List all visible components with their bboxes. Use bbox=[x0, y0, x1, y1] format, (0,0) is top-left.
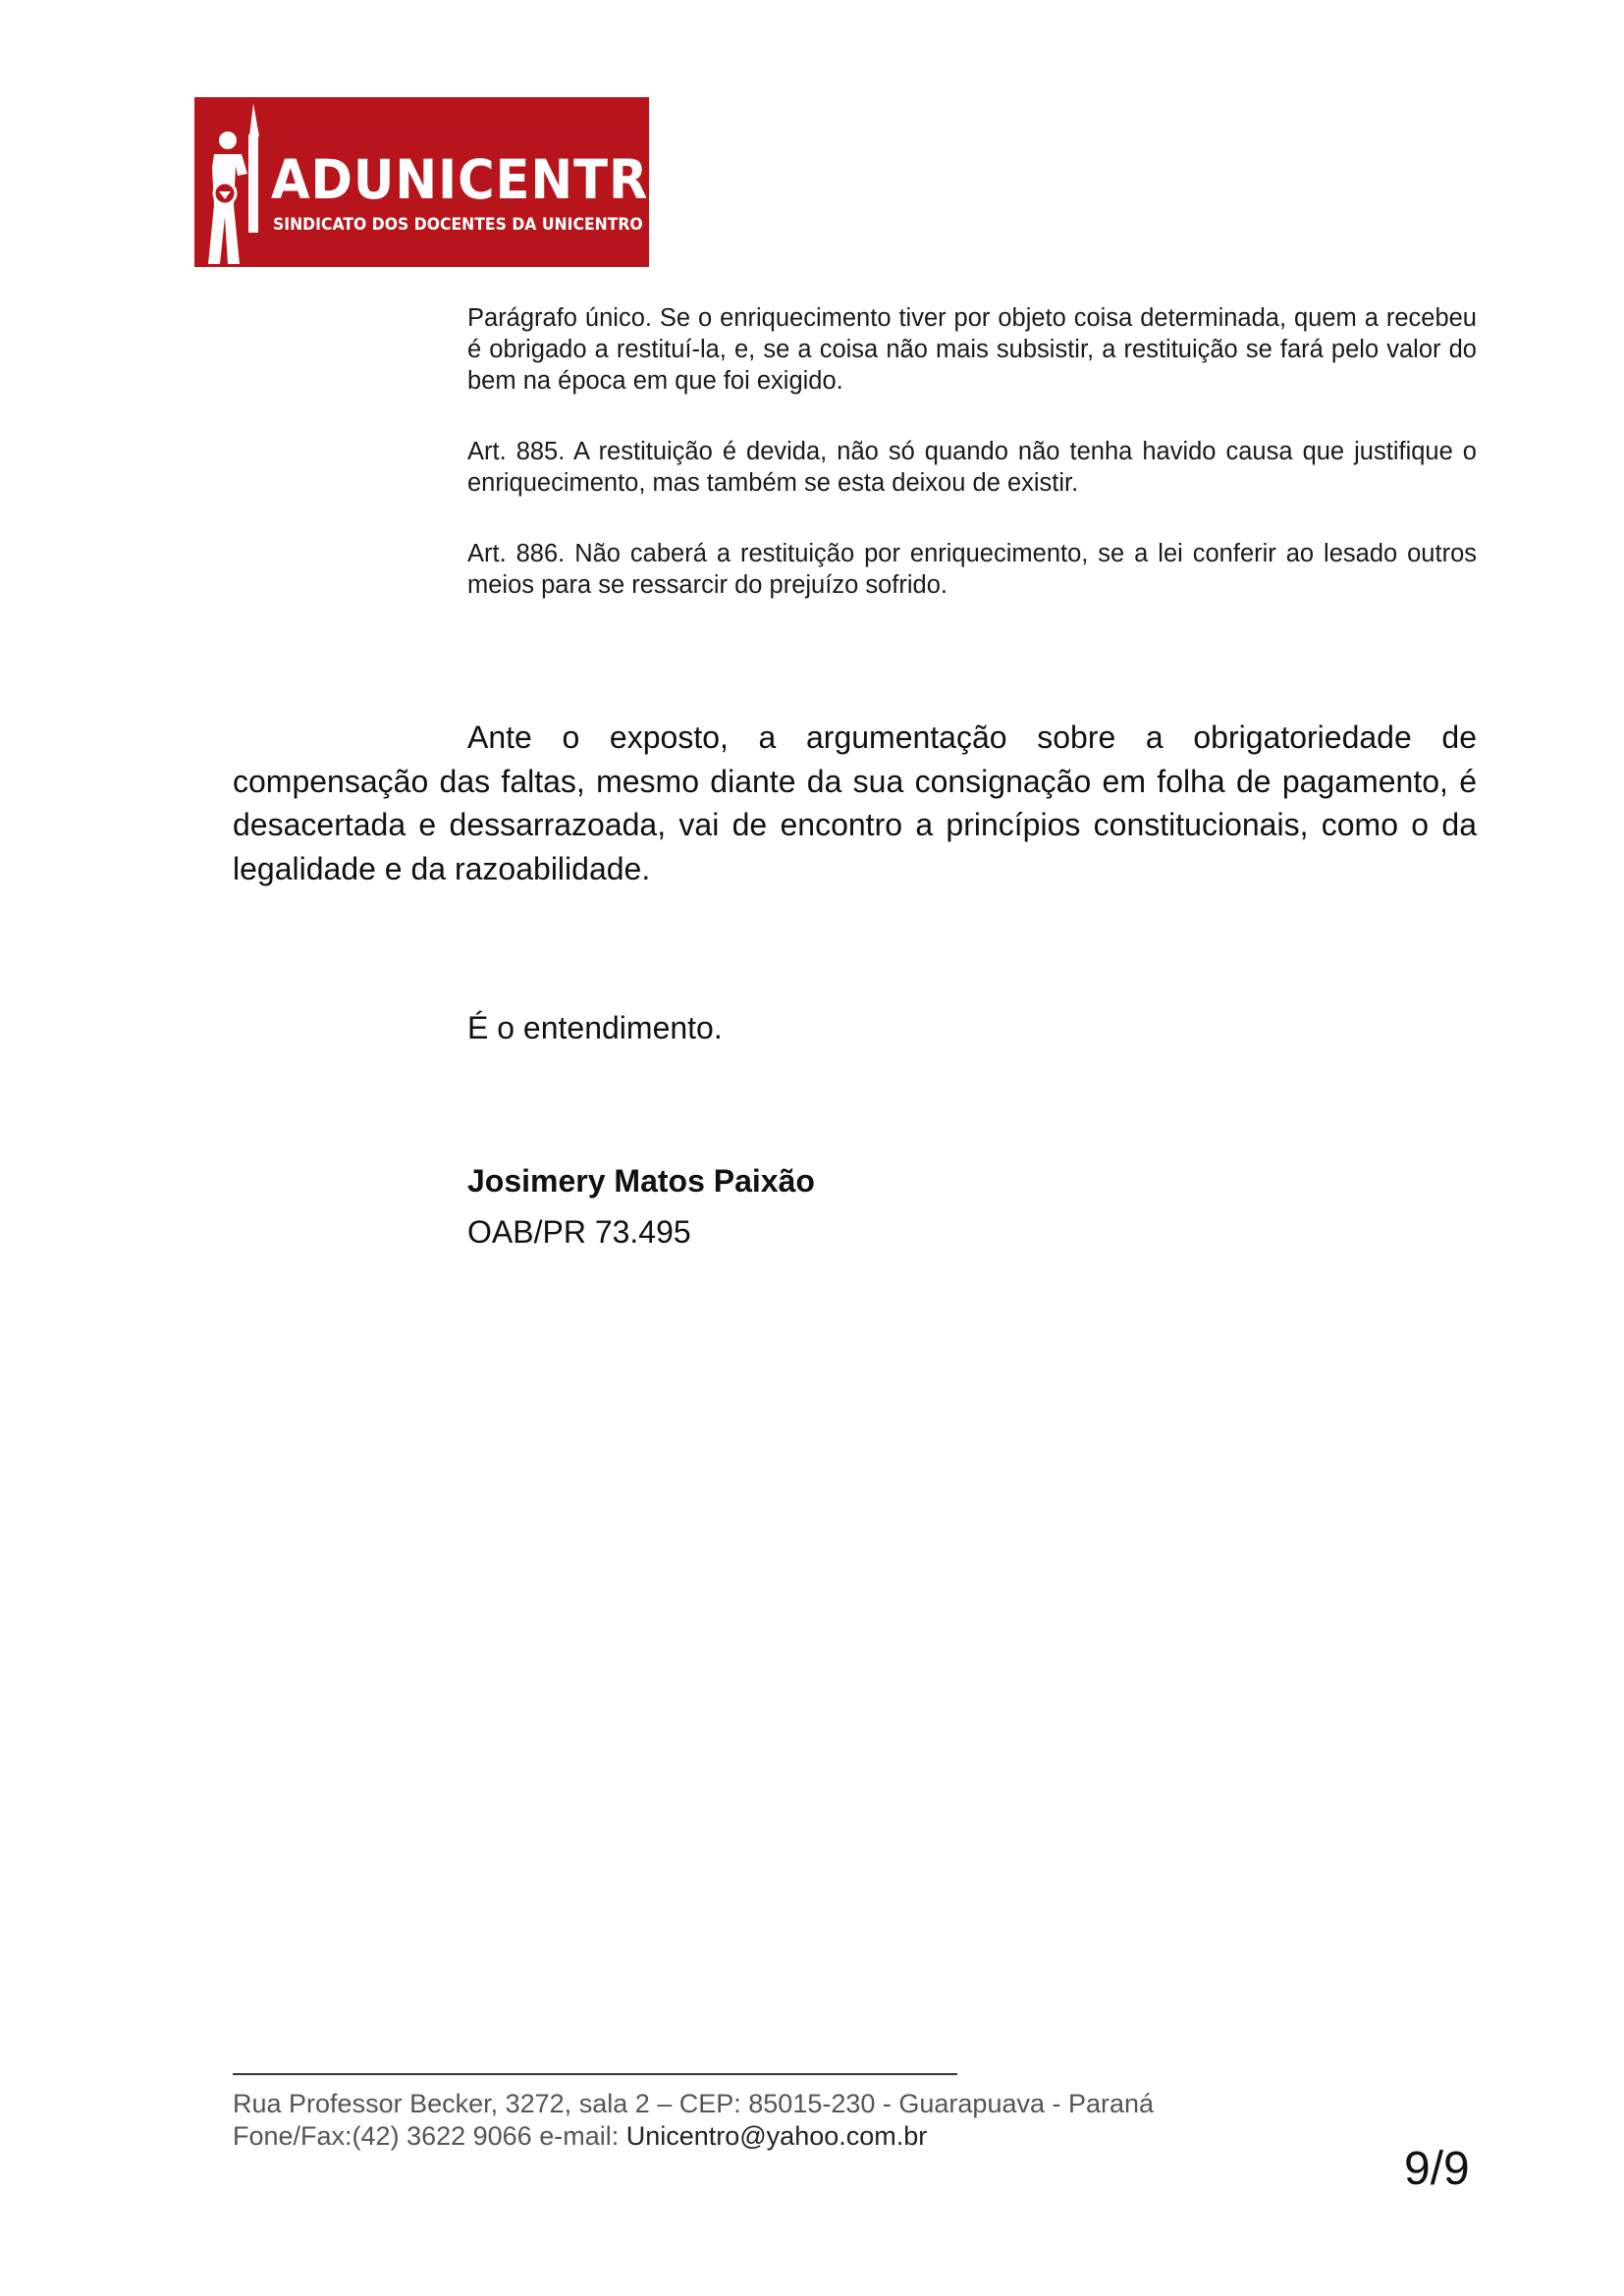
footer-divider bbox=[233, 2073, 957, 2075]
page-number: 9/9 bbox=[1404, 2143, 1470, 2195]
adunicentro-logo bbox=[194, 97, 692, 267]
signer-oab: OAB/PR 73.495 bbox=[467, 1214, 691, 1250]
quote-art-886: Art. 886. Não caberá a restituição por enriquecimento, se a lei conferir ao lesado outros meios para se ressarcir do prejuízo sofrido. bbox=[467, 540, 1477, 599]
footer-phone: Fone/Fax:(42) 3622 9066 e-mail: bbox=[233, 2121, 626, 2151]
logo-subtitle: SINDICATO DOS DOCENTES DA UNICENTRO bbox=[273, 215, 643, 235]
footer-email-link[interactable]: Unicentro@yahoo.com.br bbox=[625, 2121, 928, 2151]
conclusion-paragraph: Ante o exposto, a argumentação sobre a obrigatoriedade de compensação das faltas, mesmo diante da sua consignação em folha de pagamento, é desacertada e dessarrazoada, vai de encontro a princípios constitucionais, como o da legalidade e da razoabilidade. bbox=[233, 720, 1477, 886]
logo-name: ADUNICENTRO bbox=[271, 148, 692, 211]
footer-address: Rua Professor Becker, 3272, sala 2 – CEP: 85015-230 - Guarapuava - Paraná bbox=[233, 2089, 1155, 2118]
torch-figure-icon bbox=[194, 97, 273, 267]
footer-contact bbox=[233, 2121, 927, 2152]
quote-art-885: Art. 885. A restituição é devida, não só quando não tenha havido causa que justifique o enriquecimento, mas também se esta deixou de existir. bbox=[467, 438, 1477, 497]
closing-statement: É o entendimento. bbox=[467, 1010, 723, 1045]
signer-name: Josimery Matos Paixão bbox=[467, 1163, 815, 1199]
quote-paragrafo-unico: Parágrafo único. Se o enriquecimento tiver por objeto coisa determinada, quem a recebeu é obrigado a restituí-la, e, se a coisa não mais subsistir, a restituição se fará pelo valor do bem na época em que foi exigido. bbox=[467, 304, 1477, 395]
